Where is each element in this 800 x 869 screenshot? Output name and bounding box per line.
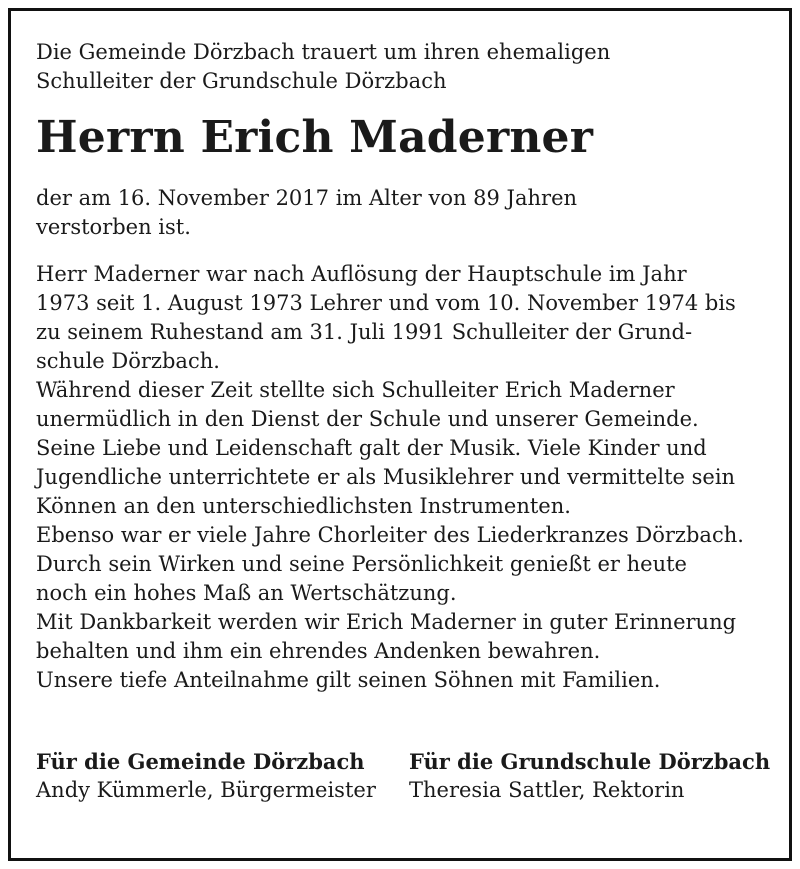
tribute-line: unermüdlich in den Dienst der Schule und unserer Gemeinde. (36, 407, 699, 431)
tribute-line: behalten und ihm ein ehrendes Andenken bewahren. (36, 639, 601, 663)
death-line: verstorben ist. (36, 215, 191, 239)
death-info (36, 184, 758, 242)
signature-person: Theresia Sattler, Rektorin (409, 778, 685, 802)
signature-block (36, 747, 771, 817)
tribute-line: schule Dörzbach. (36, 349, 220, 373)
signature-school (409, 747, 770, 805)
tribute-line: Ebenso war er viele Jahre Chorleiter des Liederkranzes Dörzbach. (36, 523, 744, 547)
tribute-line: Können an den unterschiedlichsten Instrumenten. (36, 494, 571, 518)
signature-municipality (36, 747, 376, 805)
tribute-line: Seine Liebe und Leidenschaft galt der Musik. Viele Kinder und (36, 436, 707, 460)
intro-text (36, 38, 758, 96)
tribute-line: Herr Maderner war nach Auflösung der Hauptschule im Jahr (36, 262, 687, 286)
tribute-line: Während dieser Zeit stellte sich Schulleiter Erich Maderner (36, 378, 675, 402)
tribute-line: 1973 seit 1. August 1973 Lehrer und vom 10. November 1974 bis (36, 291, 736, 315)
signature-person: Andy Kümmerle, Bürgermeister (36, 778, 376, 802)
notice-content (36, 38, 758, 695)
tribute-line: Unsere tiefe Anteilnahme gilt seinen Söhnen mit Familien. (36, 668, 661, 692)
tribute-line: noch ein hohes Maß an Wertschätzung. (36, 581, 457, 605)
death-line: der am 16. November 2017 im Alter von 89 Jahren (36, 186, 578, 210)
signature-organization: Für die Grundschule Dörzbach (409, 749, 771, 774)
tribute-line: Durch sein Wirken und seine Persönlichkeit genießt er heute (36, 552, 687, 576)
tribute-line: Mit Dankbarkeit werden wir Erich Maderner in guter Erinnerung (36, 610, 737, 634)
tribute-line: zu seinem Ruhestand am 31. Juli 1991 Schulleiter der Grund- (36, 320, 693, 344)
tribute-text (36, 260, 758, 695)
intro-line: Die Gemeinde Dörzbach trauert um ihren ehemaligen (36, 40, 611, 64)
deceased-name: Herrn Erich Maderner (36, 112, 594, 163)
signature-organization: Für die Gemeinde Dörzbach (36, 749, 365, 774)
tribute-line: Jugendliche unterrichtete er als Musiklehrer und vermittelte sein (36, 465, 736, 489)
intro-line: Schulleiter der Grundschule Dörzbach (36, 69, 447, 93)
